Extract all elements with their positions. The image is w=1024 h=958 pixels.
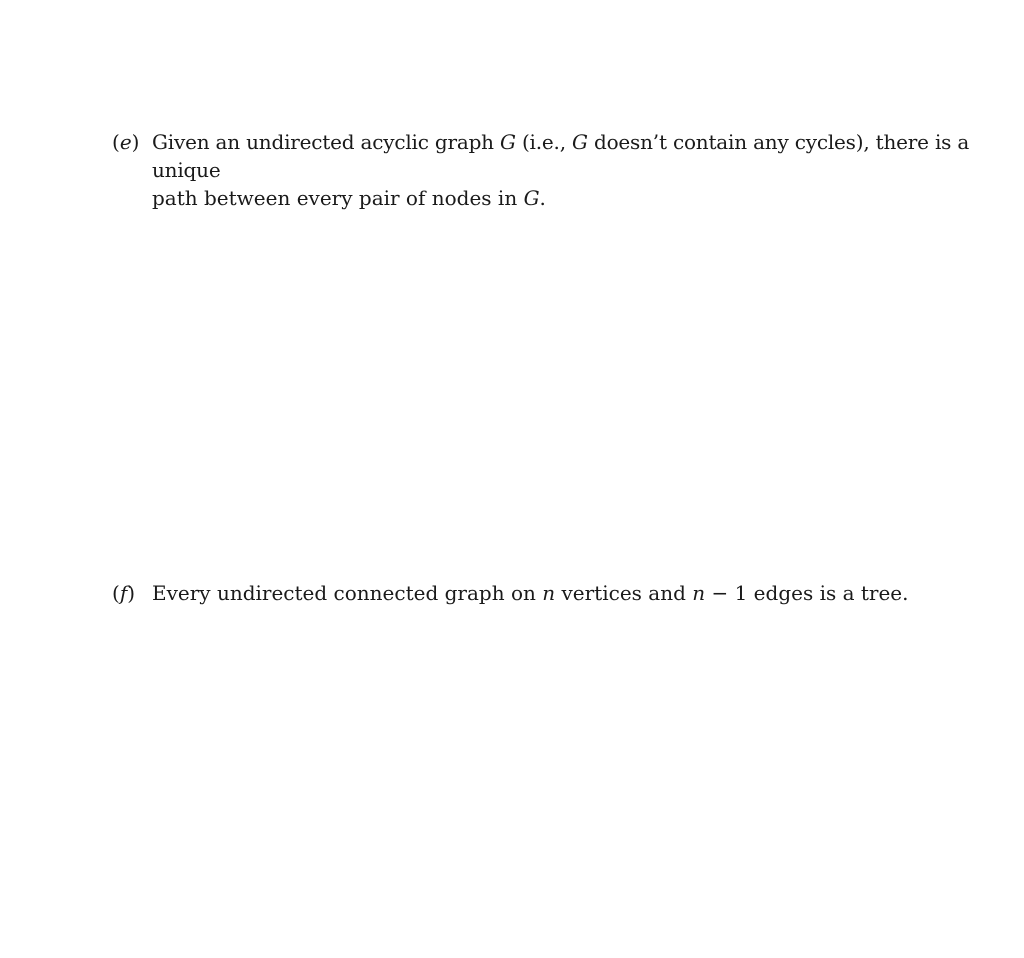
problem-e xyxy=(112,128,1002,212)
text-run: path between every pair of nodes in xyxy=(152,186,524,210)
text-run: vertices and xyxy=(555,581,693,605)
problem-letter: e xyxy=(119,130,132,154)
problem-text xyxy=(152,128,1002,212)
text-run: Every undirected connected graph on xyxy=(152,581,543,605)
problem-label: (e) xyxy=(112,130,140,154)
text-run: doesn’t contain any cycles), there is a unique xyxy=(152,130,970,182)
problem-label: (f) xyxy=(112,581,136,605)
text-run: . xyxy=(539,186,546,210)
math-variable: G xyxy=(572,130,588,154)
problem-text xyxy=(152,579,1002,607)
math-variable: n xyxy=(542,581,556,605)
math-variable: G xyxy=(500,130,516,154)
problem-f xyxy=(112,579,1002,607)
problem-letter: f xyxy=(119,581,128,605)
text-run: − 1 edges is a tree. xyxy=(705,581,909,605)
problem-line xyxy=(152,579,1002,607)
text-run: (i.e., xyxy=(515,130,573,154)
math-variable: G xyxy=(523,186,540,210)
math-variable: n xyxy=(692,581,706,605)
text-run: Given an undirected acyclic graph xyxy=(152,130,501,154)
problem-line xyxy=(152,128,1002,184)
problem-line xyxy=(152,184,1002,212)
